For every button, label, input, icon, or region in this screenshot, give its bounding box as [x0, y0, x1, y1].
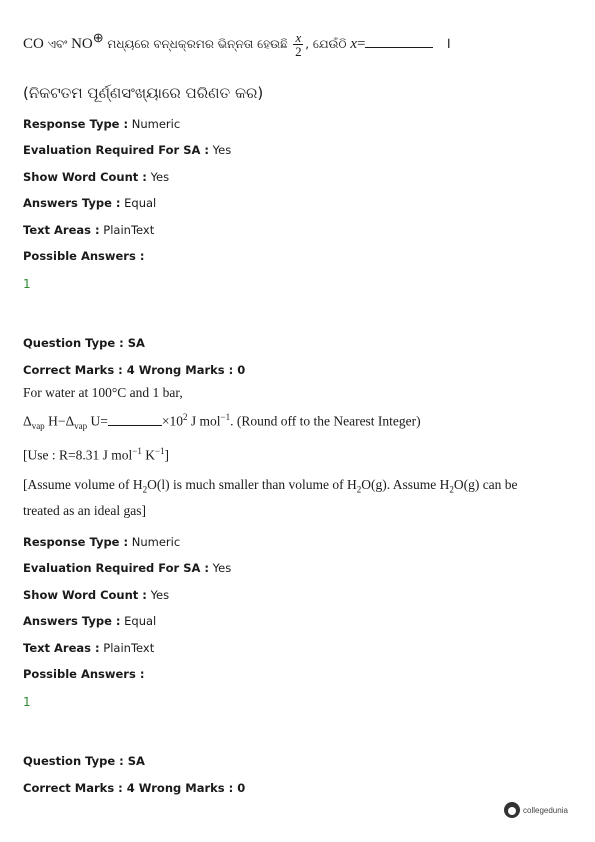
show-word-count-row: Show Word Count : Yes — [23, 170, 170, 184]
odia-question-text: ମଧ୍ୟରେ ବନ୍ଧକ୍ରମର ଭିନ୍ନତା ହେଉଛି — [107, 37, 288, 51]
question-1-text — [23, 30, 451, 58]
marks-row: Correct Marks : 4 Wrong Marks : 0 — [23, 363, 246, 377]
logo-text: collegedunia — [523, 805, 568, 815]
variable-x: x — [350, 36, 357, 52]
graduate-avatar-icon — [504, 802, 520, 818]
possible-answer-value: 1 — [23, 277, 31, 291]
charge-plus-icon: ⊕ — [92, 30, 104, 45]
question-type: Question Type : SA — [23, 336, 145, 350]
equals-sign: = — [356, 36, 366, 52]
fraction-x-over-2: $\frac{x}{2}$ — [295, 30, 302, 60]
possible-answer-value-2: 1 — [23, 695, 31, 709]
question-2-line-1: For water at 100°C and 1 bar, — [23, 385, 183, 400]
marks-row-3: Correct Marks : 4 Wrong Marks : 0 — [23, 781, 246, 795]
evaluation-required-row-2: Evaluation Required For SA : Yes — [23, 561, 232, 575]
formula-no: NO — [71, 36, 93, 52]
text-areas-row-2: Text Areas : PlainText — [23, 641, 155, 655]
possible-answers-label: Possible Answers : — [23, 249, 145, 263]
text-areas-row: Text Areas : PlainText — [23, 223, 155, 237]
evaluation-required-row: Evaluation Required For SA : Yes — [23, 143, 232, 157]
question-2-line-3: [Use : R=8.31 J mol$^{-1}$ $K^{-1}$] — [23, 446, 170, 463]
odia-where: , ଯେଉଁଠି — [305, 37, 347, 51]
collegedunia-logo — [504, 802, 568, 818]
danda: । — [445, 36, 451, 52]
rounding-instruction: (ନିକଟତମ ପୂର୍ଣ୍ଣସଂଖ୍ୟାରେ ପରିଣତ କର) — [23, 84, 264, 102]
question-2-line-5: treated as an ideal gas] — [23, 503, 146, 518]
answer-blank — [365, 35, 433, 48]
odia-and: ଏବଂ — [47, 37, 68, 51]
answers-type-row: Answers Type : Equal — [23, 196, 157, 210]
question-type-3: Question Type : SA — [23, 754, 145, 768]
possible-answers-label-2: Possible Answers : — [23, 667, 145, 681]
answers-type-row-2: Answers Type : Equal — [23, 614, 157, 628]
response-type-row-2: Response Type : Numeric — [23, 535, 181, 549]
question-2-line-4: [Assume volume of $H_2O(l)$ is much smaller than volume of $H_2O(g)$. Assume $H_2O(g)$ can be — [23, 477, 518, 495]
formula-co: CO — [23, 36, 44, 52]
question-2-line-2: $\Delta_{vap}$ $H-\Delta_{vap}$ $U= \times 10^2$ J mol$^{-1}$. (Round off to the Nearest Integer) — [23, 412, 421, 432]
answer-blank-2 — [108, 413, 162, 426]
response-type-row: Response Type : Numeric — [23, 117, 181, 131]
show-word-count-row-2: Show Word Count : Yes — [23, 588, 170, 602]
